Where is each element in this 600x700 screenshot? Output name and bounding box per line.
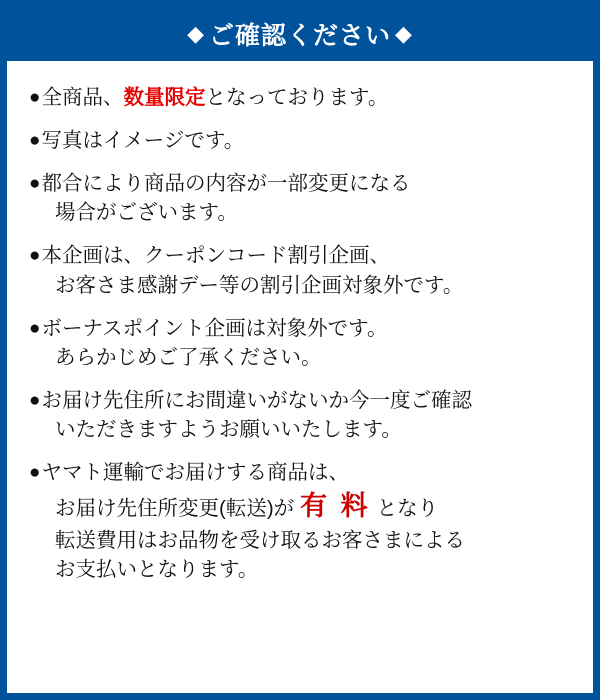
notice-text: 場合がございます。 <box>55 201 238 225</box>
notice-line <box>29 526 571 555</box>
highlight-text: 数量限定 <box>123 86 206 109</box>
bullet-icon: ● <box>29 87 41 108</box>
notice-line <box>29 169 571 198</box>
notice-item <box>29 386 571 444</box>
bullet-icon: ● <box>29 245 41 267</box>
notice-text: 本企画は、クーポンコード割引企画、 <box>41 244 390 268</box>
bullet-icon: ● <box>29 130 41 152</box>
bullet-icon: ● <box>29 173 41 195</box>
notice-text: 全商品、 <box>41 86 124 109</box>
bullet-icon: ● <box>29 317 41 339</box>
notice-text: お支払いとなります。 <box>55 557 259 581</box>
notice-text: ボーナスポイント企画は対象外です。 <box>41 316 388 340</box>
bullet-icon: ● <box>29 462 41 484</box>
notice-text: お届け先住所変更(転送)が <box>55 497 295 521</box>
notice-line <box>29 458 571 487</box>
page-title: ご確認ください <box>208 22 391 50</box>
notice-header <box>7 7 593 61</box>
notice-item <box>29 83 571 112</box>
notice-line <box>29 386 571 415</box>
notice-item <box>29 169 571 227</box>
notice-line <box>29 198 571 227</box>
diamond-right-icon: ◆ <box>395 21 413 46</box>
notice-line <box>29 314 571 343</box>
notice-item <box>29 314 571 372</box>
notice-text: いただきますようお願いいたします。 <box>55 417 402 441</box>
notice-line <box>29 126 571 155</box>
notice-line <box>29 487 571 525</box>
notice-text: 都合により商品の内容が一部変更になる <box>41 172 411 196</box>
notice-line <box>29 83 571 112</box>
emphasis-text: 有 料 <box>300 491 371 522</box>
notice-line <box>29 343 571 372</box>
notice-text: お届け先住所にお間違いがないか今一度ご確認 <box>41 388 472 412</box>
notice-text: あらかじめご了承ください。 <box>55 345 322 369</box>
notice-item <box>29 241 571 299</box>
notice-line <box>29 271 571 300</box>
notice-list <box>7 61 593 584</box>
notice-text: 転送費用はお品物を受け取るお客さまによる <box>55 528 465 552</box>
notice-text: お客さま感謝デー等の割引企画対象外です。 <box>55 273 464 297</box>
diamond-left-icon: ◆ <box>187 21 205 46</box>
bullet-icon: ● <box>29 389 41 411</box>
notice-text: ヤマト運輸でお届けする商品は、 <box>41 461 349 485</box>
notice-text: となっております。 <box>205 86 389 109</box>
notice-item <box>29 126 571 155</box>
notice-line <box>29 555 571 584</box>
notice-line <box>29 415 571 444</box>
notice-line <box>29 241 571 270</box>
notice-item <box>29 458 571 584</box>
notice-text: となり <box>376 497 439 521</box>
notice-text: 写真はイメージです。 <box>41 129 245 153</box>
